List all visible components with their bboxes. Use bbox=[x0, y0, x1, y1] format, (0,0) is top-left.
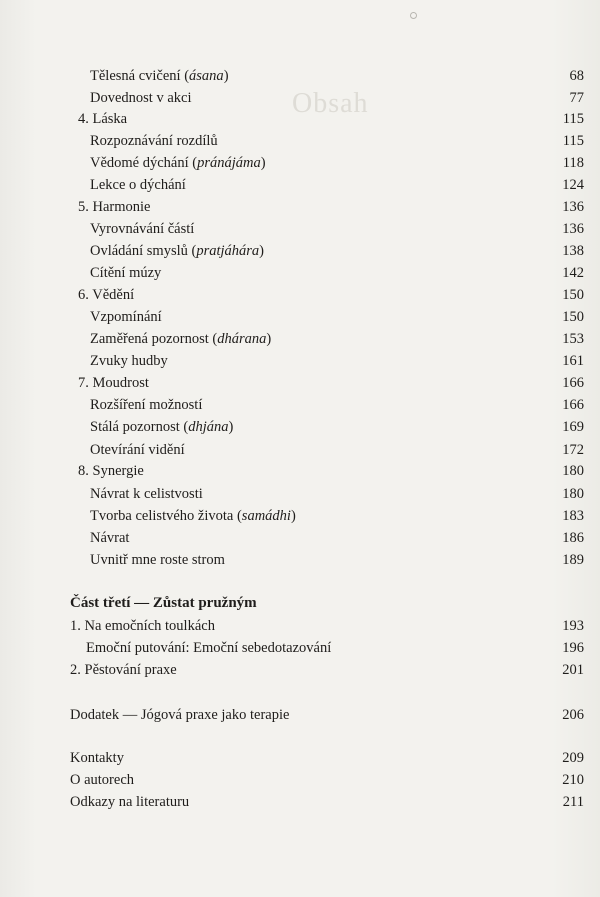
toc-entry: Rozšíření možností 166 bbox=[90, 397, 584, 413]
toc-entry: Tělesná cvičení (ásana) 68 bbox=[90, 68, 584, 84]
toc-entry: Cítění múzy 142 bbox=[90, 265, 584, 281]
toc-chapter: 4. Láska 115 bbox=[78, 111, 584, 127]
page-mark bbox=[410, 12, 417, 19]
toc-appendix: Dodatek — Jógová praxe jako terapie 206 bbox=[70, 707, 584, 723]
toc-backmatter: O autorech 210 bbox=[70, 772, 584, 788]
toc-chapter: 7. Moudrost 166 bbox=[78, 375, 584, 391]
toc-entry: Návrat k celistvosti 180 bbox=[90, 486, 584, 502]
toc-entry: Lekce o dýchání 124 bbox=[90, 177, 584, 193]
toc-entry: Stálá pozornost (dhjána) 169 bbox=[90, 419, 584, 435]
toc-chapter: 5. Harmonie 136 bbox=[78, 199, 584, 215]
toc-entry: Emoční putování: Emoční sebedotazování 196 bbox=[86, 640, 584, 656]
toc-entry: Tvorba celistvého života (samádhi) 183 bbox=[90, 508, 584, 524]
toc-entry: Vzpomínání 150 bbox=[90, 309, 584, 325]
toc-entry: Vědomé dýchání (pránájáma) 118 bbox=[90, 155, 584, 171]
toc-entry: Vyrovnávání částí 136 bbox=[90, 221, 584, 237]
toc-chapter: 1. Na emočních toulkách 193 bbox=[70, 618, 584, 634]
toc-entry: Ovládání smyslů (pratjáhára) 138 bbox=[90, 243, 584, 259]
toc-entry: Rozpoznávání rozdílů 115 bbox=[90, 133, 584, 149]
show-through-title: Obsah bbox=[292, 88, 369, 119]
toc-entry: Zaměřená pozornost (dhárana) 153 bbox=[90, 331, 584, 347]
toc-entry: Návrat 186 bbox=[90, 530, 584, 546]
toc-chapter: 6. Vědění 150 bbox=[78, 287, 584, 303]
toc-entry: Zvuky hudby 161 bbox=[90, 353, 584, 369]
toc-backmatter: Odkazy na literaturu 211 bbox=[70, 794, 584, 810]
toc-entry: Uvnitř mne roste strom 189 bbox=[90, 552, 584, 568]
toc-backmatter: Kontakty 209 bbox=[70, 750, 584, 766]
part-heading: Část třetí — Zůstat pružným bbox=[70, 595, 257, 611]
toc-chapter: 2. Pěstování praxe 201 bbox=[70, 662, 584, 678]
toc-chapter: 8. Synergie 180 bbox=[78, 463, 584, 479]
toc-entry: Dovednost v akci 77 bbox=[90, 90, 584, 106]
toc-entry: Otevírání vidění 172 bbox=[90, 442, 584, 458]
